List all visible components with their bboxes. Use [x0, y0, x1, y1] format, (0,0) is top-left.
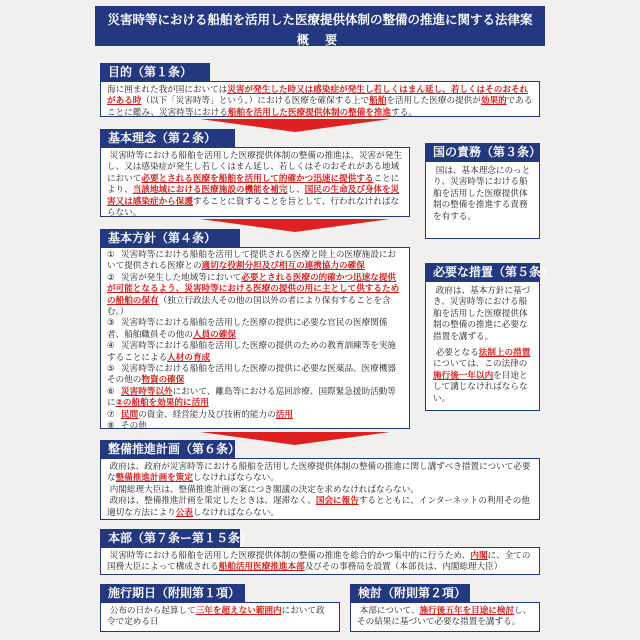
- policy-text: の資金、経営能力及び技術的能力の: [138, 409, 276, 420]
- policy-text: 災害が発生した地域等において: [121, 272, 242, 283]
- policy-item-number: ⑥: [107, 386, 115, 397]
- plan-text: 内閣総理大臣は、整備推進計画の案につき閣議の決定を求めなければならない。: [109, 484, 419, 495]
- measures-text: については、この法律の: [433, 359, 528, 370]
- principle-text: し、: [287, 185, 305, 196]
- policy-text: 災害時等における船舶を活用した医療の提供に必要な医薬品、医療機器その他の: [107, 364, 397, 386]
- plan-text: しなければならない。: [192, 507, 279, 518]
- state-header: 国の責務（第３条）: [425, 143, 540, 161]
- plan-text: 政府は、政府が災害時等における船舶を活用した医療提供体制の整備の推進に関し講ずべき措置について必要な: [107, 462, 531, 484]
- plan-box: [100, 458, 540, 520]
- plan-text: 政府は、整備推進計画を策定したときは、遅滞なく、: [109, 496, 316, 507]
- purpose-header: 目的（第１条）: [100, 63, 210, 81]
- principle-highlight: 必要とされる医療を船舶を活用して的確かつ迅速に提供する: [141, 173, 374, 184]
- hq-box: [100, 547, 540, 575]
- purpose-box: [100, 81, 540, 117]
- review-header: 検討（附則第２項）: [350, 584, 470, 602]
- state-text: 国は、基本理念にのっとり、災害時等における船舶を活用した医療提供体制の整備を推進する責務を有する。: [433, 166, 531, 222]
- policy-text: 災害時等における船舶を活用した医療の提供のための教育訓練等を実施することによる: [107, 341, 397, 363]
- plan-text: しなければならない。: [192, 473, 279, 484]
- policy-item: [107, 410, 403, 421]
- policy-item: [107, 318, 403, 341]
- policy-item: [107, 364, 403, 387]
- effective-highlight: 三年を超えない範囲内: [195, 606, 282, 616]
- purpose-highlight: 船舶を活用した医療提供体制の整備を推進: [227, 107, 392, 118]
- document-subtitle: 概 要: [296, 33, 344, 47]
- measures-highlight: 法制上の措置: [478, 348, 531, 359]
- principle-highlight: 国民の生命及び身体を災害又は感染症から保護: [107, 185, 400, 207]
- purpose-text: （以下「災害時等」という。）における医療を確保する上で: [141, 96, 370, 107]
- purpose-text: であることに鑑み、災害時等における: [107, 96, 533, 118]
- document-title: 災害時等における船舶を活用した医療提供体制の整備の推進に関する法律案: [107, 12, 533, 27]
- policy-item-number: ⑧: [107, 421, 115, 432]
- policy-highlight: 災害時等以外: [121, 386, 173, 397]
- measures-box: [425, 281, 540, 411]
- principle-highlight: 当該地域における医療施設の機能を補完: [132, 185, 288, 196]
- policy-text: その他: [121, 421, 147, 432]
- purpose-highlight: 船舶: [369, 96, 387, 107]
- hq-highlight: 内閣: [470, 551, 488, 561]
- hq-text: 及びその事務局を設置（本部長は、内閣総理大臣）: [304, 562, 503, 573]
- title-banner: [95, 6, 545, 46]
- effective-text: 公布の日から起算して: [109, 606, 196, 616]
- principle-text: 災害時等における船舶を活用した医療提供体制の整備の推進は、災害が発生し、又は感染症が発生し若しくはまん延し、若しくはそのおそれがある地域において: [107, 151, 402, 184]
- review-box: [350, 602, 540, 632]
- policy-highlight: 適切な役割分担及び相互の連携協力の確保: [201, 261, 365, 272]
- state-box: [425, 161, 540, 239]
- purpose-highlight: 効果的: [480, 96, 507, 107]
- measures-text: を目途として講じなければならない。: [433, 370, 528, 404]
- policy-text: において、離島等における巡回診療、国際緊急援助活動等に: [107, 386, 396, 409]
- policy-text: （独立行政法人その他の国以外の者により保有することを含む。）: [107, 295, 391, 318]
- policy-item-number: ⑦: [107, 409, 115, 420]
- plan-header: 整備推進計画（第６条）: [100, 440, 235, 458]
- policy-item-number: ②: [107, 272, 115, 283]
- plan-highlight: 整備推進計画を策定: [115, 473, 193, 484]
- policy-item: [107, 341, 403, 364]
- plan-text: するとともに、インターネットの利用その他適切な方法により: [107, 496, 530, 518]
- effective-text: において政令で定める日: [107, 606, 325, 628]
- principle-text: することに資することを旨として、行われなければならない。: [107, 196, 400, 219]
- purpose-text: する。: [391, 107, 417, 118]
- effective-box: [100, 602, 340, 632]
- policy-item: [107, 421, 403, 432]
- principle-box: [100, 147, 410, 217]
- measures-highlight: 施行後一年以内: [433, 370, 494, 381]
- principle-header: 基本理念（第２条）: [100, 129, 235, 147]
- hq-text: に、全ての国務大臣によって構成される: [107, 551, 531, 573]
- policy-highlight: 物資の確保: [141, 375, 185, 386]
- effective-header: 施行期日（附則第１項）: [100, 584, 245, 602]
- policy-text: 災害時等における船舶を活用した医療の提供に必要な官民の医療関係者、船舶職員その他の: [107, 318, 388, 340]
- policy-item: [107, 273, 403, 319]
- policy-header: 基本方針（第４条）: [100, 229, 240, 247]
- measures-text: 政府は、基本方針に基づき、災害時等における船舶を活用した医療提供体制の整備の推進に必要な措置を講ずる。: [433, 286, 531, 342]
- policy-highlight: 活用: [275, 409, 293, 420]
- measures-header: 必要な措置（第５条）: [425, 263, 540, 281]
- plan-highlight: 国会に報告: [315, 496, 359, 507]
- policy-highlight: 人材の育成: [167, 352, 211, 363]
- principle-text: ことにより、: [107, 173, 400, 196]
- policy-item-number: ③: [107, 318, 115, 329]
- hq-header: 本部（第７条ー第１５条）: [100, 529, 240, 547]
- purpose-text: 海に囲まれた我が国においては: [107, 85, 228, 95]
- hq-highlight: 船舶活用医療推進本部: [218, 562, 305, 573]
- policy-item: [107, 387, 403, 410]
- hq-text: 災害時等における船舶を活用した医療提供体制の整備の推進を総合的かつ集中的に行うため、: [109, 551, 471, 561]
- policy-text: 災害時等における船舶を活用して提供される医療と陸上の医療施設において提供される医療との: [107, 250, 397, 272]
- measures-text: 必要となる: [435, 348, 479, 359]
- review-text: し、その結果に基づいて必要な措置を講ずる。: [357, 606, 532, 628]
- review-text: 本部について、: [359, 606, 420, 616]
- review-highlight: 施行後五年を目途に検討: [419, 606, 515, 616]
- plan-highlight: 公表: [175, 507, 193, 518]
- policy-highlight: 人員の確保: [192, 329, 236, 340]
- policy-highlight: ②の船舶を効果的に活用: [115, 398, 209, 409]
- policy-box: [100, 247, 410, 432]
- policy-item: [107, 250, 403, 273]
- policy-highlight: 必要とされる医療の的確かつ迅速な提供が可能となるよう、災害時等における医療の提供の用に主として供するための船舶の保有: [107, 272, 400, 306]
- policy-highlight: 民間: [121, 409, 139, 420]
- policy-item-number: ①: [107, 250, 115, 260]
- policy-item-number: ④: [107, 341, 115, 352]
- purpose-text: を活用した医療の提供が: [386, 96, 481, 107]
- policy-item-number: ⑤: [107, 364, 115, 375]
- purpose-highlight: 災害が発生した時又は感染症が発生し若しくはまん延し、若しくはそのおそれがある時: [107, 85, 529, 107]
